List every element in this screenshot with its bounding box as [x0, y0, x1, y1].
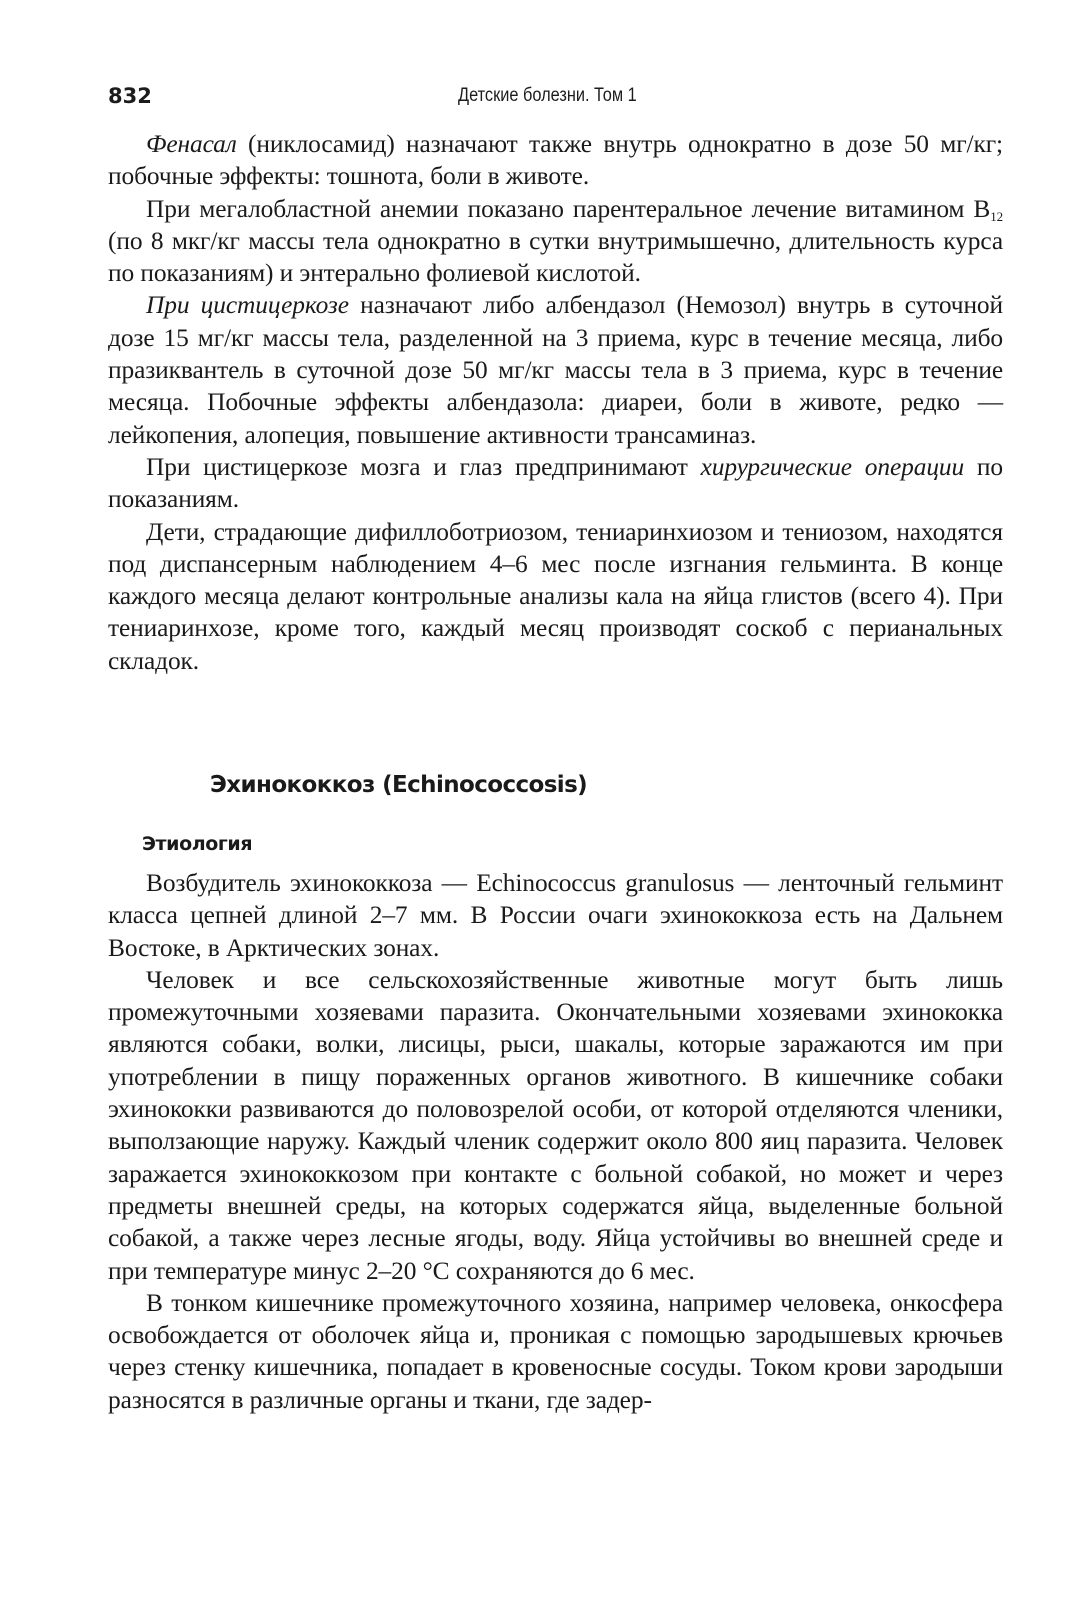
body-text-echinococcosis — [108, 867, 1003, 1416]
running-title: Детские болезни. Том 1 — [458, 85, 637, 106]
subsection-title: Этиология — [142, 833, 253, 855]
paragraph-etiology-2: Человек и все сельскохозяйственные животные могут быть лишь промежуточными хозяевами паразита. Окончательными хозяевами эхинококка являются собаки, волки, лисицы, рыси, шакалы, которые заражаются им при употреблении в пищу пораженных органов животного. В кишечнике собаки эхинококки развиваются до половозрелой особи, от которой отделяются членики, выползающие наружу. Каждый членик содержит около 800 яиц паразита. Человек заражается эхинококкозом при контакте с больной собакой, но может и через предметы внешней среды, на которых содержатся яйца, выделенные больной собакой, а также через лесные ягоды, воду. Яйца устойчивы во внешней среде и при температуре минус 2–20 °С сохраняются до 6 мес. — [108, 965, 1003, 1285]
section-title: Эхинококкоз (Echinococcosis) — [210, 772, 588, 798]
paragraph-text: (никлосамид) назначают также внутрь однократно в дозе 50 мг/кг; побочные эффекты: тошнота, боли в животе. — [108, 130, 1003, 191]
italic-term: При цистицеркозе — [146, 291, 349, 320]
page-number: 832 — [108, 84, 152, 108]
italic-term: хирургические операции — [700, 452, 965, 481]
page-header — [108, 84, 1003, 114]
paragraph-text: При мегалобластной анемии показано парентеральное лечение витамином В — [146, 194, 991, 223]
subscript: 12 — [990, 208, 1003, 224]
paragraph-text: При цистицеркозе мозга и глаз предпринимают — [146, 452, 701, 481]
paragraph-etiology-1: Возбудитель эхинококкоза — Echinococcus granulosus — ленточный гельминт класса цепней длиной 2–7 мм. В России очаги эхинококкоза есть на Дальнем Востоке, в Арктических зонах. — [108, 869, 1003, 962]
paragraph-text: по показаниям. — [108, 452, 1004, 514]
paragraph-surgery — [108, 451, 1003, 516]
paragraph-etiology-3: В тонком кишечнике промежуточного хозяина, например человека, онкосфера освобождается от оболочек яйца и, проникая с помощью зародышевых крючьев через стенку кишечника, попадает в кровеносные сосуды. Током крови зародыши разносятся в различные органы и ткани, где задер- — [108, 1288, 1003, 1414]
body-text-top — [108, 128, 1003, 677]
italic-term: Фенасал — [146, 130, 237, 158]
paragraph-fenasal — [108, 128, 1003, 193]
paragraph-cysticercosis — [108, 289, 1003, 450]
paragraph-text: (по 8 мкг/кг массы тела однократно в сутки внутримышечно, длительность курса по показаниям) и энтерально фолиевой кислотой. — [108, 226, 1003, 288]
paragraph-followup: Дети, страдающие дифиллоботриозом, тениаринхиозом и тениозом, находятся под диспансерным наблюдением 4–6 мес после изгнания гельминта. В конце каждого месяца делают контрольные анализы кала на яйца глистов (всего 4). При тениаринхозе, кроме того, каждый месяц производят соскоб с перианальных складок. — [108, 517, 1003, 675]
paragraph-anemia — [108, 193, 1003, 290]
paragraph-text: назначают либо албендазол (Немозол) внутрь в суточной дозе 15 мг/кг массы тела, разделенной на 3 приема, курс в течение месяца, либо празиквантель в суточной дозе 50 мг/кг массы тела в 3 приема, курс в течение месяца. Побочные эффекты албендазола: диареи, боли в животе, редко — лейкопения, алопеция, повышение активности трансаминаз. — [108, 291, 1004, 449]
